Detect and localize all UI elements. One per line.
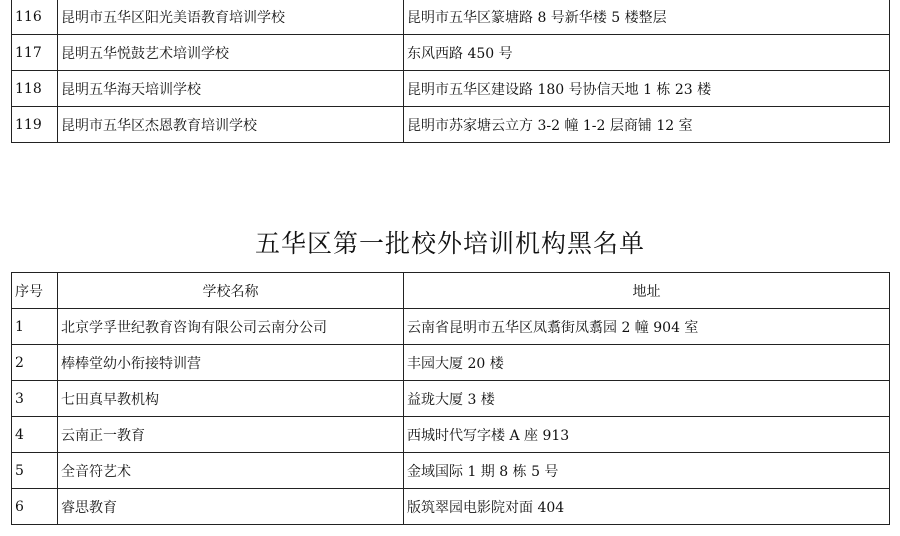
school-address: 昆明市五华区建设路 180 号协信天地 1 栋 23 楼 bbox=[404, 71, 890, 107]
school-name: 睿思教育 bbox=[58, 489, 404, 525]
row-number: 1 bbox=[12, 309, 58, 345]
row-number: 6 bbox=[12, 489, 58, 525]
table-row bbox=[12, 0, 890, 35]
row-number: 117 bbox=[12, 35, 58, 71]
school-name: 棒棒堂幼小衔接特训营 bbox=[58, 345, 404, 381]
table-row bbox=[12, 417, 890, 453]
table-row bbox=[12, 453, 890, 489]
school-name: 昆明市五华区阳光美语教育培训学校 bbox=[58, 0, 404, 35]
table-row bbox=[12, 71, 890, 107]
row-number: 3 bbox=[12, 381, 58, 417]
row-number: 4 bbox=[12, 417, 58, 453]
school-address: 金域国际 1 期 8 栋 5 号 bbox=[404, 453, 890, 489]
school-name: 北京学孚世纪教育咨询有限公司云南分公司 bbox=[58, 309, 404, 345]
header-address: 地址 bbox=[404, 273, 890, 309]
header-school-name: 学校名称 bbox=[58, 273, 404, 309]
blacklist-table bbox=[11, 272, 890, 525]
school-name: 昆明五华悦鼓艺术培训学校 bbox=[58, 35, 404, 71]
school-address: 昆明市五华区篆塘路 8 号新华楼 5 楼整层 bbox=[404, 0, 890, 35]
row-number: 116 bbox=[12, 0, 58, 35]
table-row bbox=[12, 381, 890, 417]
row-number: 118 bbox=[12, 71, 58, 107]
row-number: 119 bbox=[12, 107, 58, 143]
table-row bbox=[12, 345, 890, 381]
school-name: 全音符艺术 bbox=[58, 453, 404, 489]
school-name: 昆明市五华区杰恩教育培训学校 bbox=[58, 107, 404, 143]
table-row bbox=[12, 35, 890, 71]
school-address: 丰园大厦 20 楼 bbox=[404, 345, 890, 381]
school-name: 昆明五华海天培训学校 bbox=[58, 71, 404, 107]
school-address: 昆明市苏家塘云立方 3-2 幢 1-2 层商铺 12 室 bbox=[404, 107, 890, 143]
header-row bbox=[12, 273, 890, 309]
table-row bbox=[12, 489, 890, 525]
row-number: 5 bbox=[12, 453, 58, 489]
school-address: 云南省昆明市五华区凤翥街凤翥园 2 幢 904 室 bbox=[404, 309, 890, 345]
blacklist-title: 五华区第一批校外培训机构黑名单 bbox=[254, 229, 645, 258]
continued-school-table bbox=[11, 0, 890, 143]
school-address: 版筑翠园电影院对面 404 bbox=[404, 489, 890, 525]
table-row bbox=[12, 107, 890, 143]
header-no: 序号 bbox=[12, 273, 58, 309]
row-number: 2 bbox=[12, 345, 58, 381]
school-name: 云南正一教育 bbox=[58, 417, 404, 453]
school-address: 东风西路 450 号 bbox=[404, 35, 890, 71]
school-address: 益珑大厦 3 楼 bbox=[404, 381, 890, 417]
school-address: 西城时代写字楼 A 座 913 bbox=[404, 417, 890, 453]
school-name: 七田真早教机构 bbox=[58, 381, 404, 417]
table-row bbox=[12, 309, 890, 345]
